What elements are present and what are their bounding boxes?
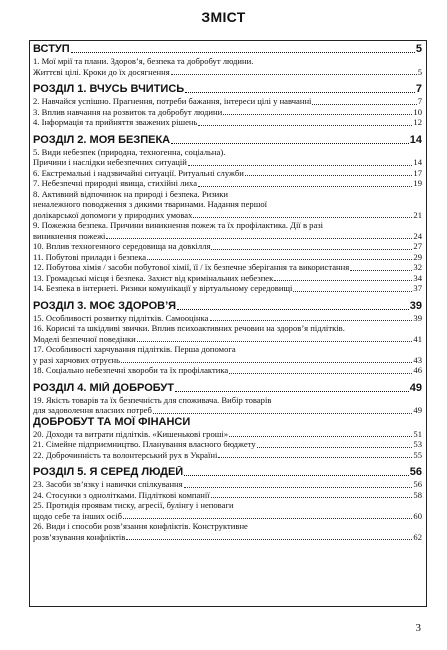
- toc-page-number: 7: [415, 83, 422, 95]
- dot-leader: [188, 165, 413, 166]
- dot-leader: [147, 259, 412, 260]
- dot-leader: [126, 539, 412, 540]
- toc-entry-title: РОЗДІЛ 4. МІЙ ДОБРОБУТ: [33, 381, 174, 394]
- toc-page-number: 55: [413, 449, 422, 460]
- toc-page-number: 46: [413, 365, 422, 375]
- dot-leader: [198, 186, 412, 187]
- toc-item: [33, 252, 422, 263]
- toc-item: [33, 313, 422, 324]
- toc-entry-title: розв’язування конфліктів: [33, 531, 126, 542]
- toc-page-number: 7: [417, 96, 422, 106]
- toc-entry-title: 6. Екстремальні і надзвичайні ситуації. Ритуальні служби: [33, 167, 244, 178]
- toc-entry-title: Життєві цілі. Кроки до їх досягнення: [33, 66, 170, 77]
- dot-leader: [211, 497, 413, 498]
- toc-page-number: 34: [413, 272, 422, 283]
- toc-page-number: 62: [413, 531, 422, 542]
- toc-entry-title: Моделі безпечної поведінки: [33, 333, 136, 344]
- toc-item: [33, 479, 422, 490]
- toc-page-number: 49: [409, 381, 422, 394]
- toc-entry-title: 14. Безпека в інтернеті. Ризики комунікації у віртуальному середовищі: [33, 283, 293, 293]
- dot-leader: [184, 487, 413, 488]
- toc-item: [33, 439, 422, 450]
- dot-leader: [153, 413, 413, 414]
- toc-item: [33, 178, 422, 189]
- dot-leader: [171, 74, 417, 75]
- toc-entry-title: РОЗДІЛ 2. МОЯ БЕЗПЕКА: [33, 133, 171, 146]
- toc-page-number: 56: [409, 466, 422, 478]
- toc-page-number: 17: [413, 167, 422, 178]
- toc-entry-title: РОЗДІЛ 5. Я СЕРЕД ЛЮДЕЙ: [33, 466, 184, 478]
- toc-item: [33, 56, 422, 77]
- toc-entry-title: ДОБРОБУТ ТА МОЇ ФІНАНСИ: [33, 415, 191, 428]
- toc-entry-title: 18. Соціально небезпечні хвороби та їх профілактика: [33, 365, 229, 375]
- toc-item: [33, 273, 422, 284]
- toc-item: [33, 490, 422, 501]
- toc-page-number: 53: [413, 439, 422, 449]
- toc-item: [33, 168, 422, 179]
- dot-leader: [184, 475, 409, 476]
- toc-page-number: 24: [413, 230, 422, 241]
- toc-page-number: 51: [413, 428, 422, 439]
- toc-item-text-line: 19. Якість товарів та їх безпечність для споживача. Вибір товарів: [33, 394, 272, 405]
- toc-page-number: 21: [413, 209, 422, 220]
- toc-page-number: 5: [417, 66, 422, 77]
- toc-entry-title: 7. Небезпечні природні явища, стихійні лиха: [33, 178, 198, 188]
- toc-entry-title: 12. Побутова хімія / засоби побутової хімії, її / їх безпечне зберігання та використання: [33, 262, 350, 272]
- toc-entry-title: 21. Сімейне підприємництво. Планування власного бюджету: [33, 439, 256, 449]
- toc-item: [33, 521, 422, 542]
- toc-page-number: 41: [413, 333, 422, 344]
- dot-leader: [198, 125, 412, 126]
- toc-entry-title: 11. Побутові прилади і безпека: [33, 251, 147, 262]
- dot-leader: [121, 362, 412, 363]
- dot-leader: [71, 52, 415, 53]
- toc-item: [33, 323, 422, 344]
- toc-entry-title: щодо себе та інших осіб: [33, 510, 122, 521]
- toc-item: [33, 429, 422, 440]
- toc-entry-title: 24. Стосунки з однолітками. Підліткові компанії: [33, 489, 210, 500]
- toc-page-number: 39: [409, 299, 422, 312]
- toc-entry-title: 23. Засоби зв’язку і навички спілкування: [33, 479, 183, 489]
- page-title: ЗМІСТ: [201, 9, 246, 25]
- toc-section: [33, 300, 422, 313]
- toc-item: [33, 262, 422, 273]
- toc-item-text-line: 25. Протидія проявам тиску, агресії, булінгу і неповаги: [33, 500, 234, 510]
- toc-section: [33, 382, 422, 395]
- dot-leader: [312, 104, 416, 105]
- dot-leader: [229, 436, 412, 437]
- toc-item-text-line: 17. Особливості харчування підлітків. Перша допомога: [33, 344, 236, 354]
- toc-page-number: 12: [413, 117, 422, 127]
- toc-entry-title: 2. Навчайся успішно. Прагнення, потреби бажання, інтереси цілі у навчанні: [33, 96, 312, 106]
- toc-entry-title: для задоволення власних потреб: [33, 405, 152, 415]
- toc-entry-title: у разі харчових отруєнь: [33, 354, 121, 365]
- toc-item-text-line: неналежного поводження з дикими тваринами. Надання першої: [33, 199, 267, 209]
- toc-entry-title: 22. Доброчинність та волонтерський рух в Україні: [33, 449, 218, 460]
- toc-heading: [33, 416, 422, 429]
- dot-leader: [177, 309, 409, 310]
- toc-item: [33, 241, 422, 252]
- dot-leader: [193, 217, 412, 218]
- toc-entry-title: 20. Доходи та витрати підлітків. «Кишенькові гроші»: [33, 428, 229, 439]
- toc-entry-title: Причини і наслідки небезпечних ситуацій: [33, 157, 187, 167]
- toc-item-text-line: 26. Види і способи розв’язання конфліктів. Конструктивне: [33, 521, 248, 531]
- toc-item: [33, 450, 422, 461]
- toc-page-number: 60: [413, 510, 422, 521]
- dot-leader: [257, 447, 413, 448]
- toc-section: [33, 134, 422, 147]
- toc-item: [33, 147, 422, 168]
- dot-leader: [175, 391, 409, 392]
- toc-page-number: 32: [413, 262, 422, 272]
- toc-item: [33, 220, 422, 241]
- toc-entry-title: 15. Особливості розвитку підлітків. Самооцінка: [33, 312, 209, 323]
- toc-page-number: 27: [413, 241, 422, 251]
- toc-item-text-line: 16. Корисні та шкідливі звички. Вплив психоактивних речовин на здоров’я підлітків.: [33, 323, 345, 333]
- dot-leader: [123, 518, 412, 519]
- toc-entry-title: 4. Інформація та прийняття зважених рішень: [33, 117, 198, 127]
- toc-item-text-line: 5. Види небезпек (природна, техногенна, соціальна).: [33, 146, 226, 157]
- dot-leader: [218, 457, 412, 458]
- dot-leader: [211, 249, 412, 250]
- toc-page-number: 29: [413, 251, 422, 262]
- table-of-contents: [33, 41, 422, 542]
- toc-page-number: 14: [409, 133, 422, 146]
- toc-page-number: 19: [413, 178, 422, 188]
- dot-leader: [274, 280, 412, 281]
- toc-page-number: 14: [413, 157, 422, 167]
- toc-entry-title: 13. Громадські місця і безпека. Захист від кримінальних небезпек: [33, 272, 274, 283]
- dot-leader: [293, 291, 412, 292]
- dot-leader: [223, 114, 412, 115]
- toc-page-number: 37: [413, 283, 422, 293]
- toc-entry-title: РОЗДІЛ 1. ВЧУСЬ ВЧИТИСЬ: [33, 83, 185, 95]
- toc-item-text-line: 1. Мої мрії та плани. Здоров’я, безпека та добробут людини.: [33, 56, 254, 66]
- toc-entry-title: 3. Вплив навчання на розвиток та добробут людини: [33, 106, 223, 117]
- toc-page-number: 56: [413, 479, 422, 489]
- toc-item: [33, 189, 422, 221]
- toc-section: [33, 43, 422, 56]
- toc-item: [33, 344, 422, 365]
- toc-page-number: 58: [413, 489, 422, 500]
- toc-page-number: 39: [413, 312, 422, 323]
- toc-item-text-line: 8. Активний відпочинок на природі і безпека. Ризики: [33, 188, 228, 199]
- toc-entry-title: виникнення пожежі: [33, 230, 106, 241]
- dot-leader: [350, 270, 412, 271]
- toc-page-number: 10: [413, 106, 422, 117]
- dot-leader: [171, 143, 409, 144]
- toc-section: [33, 83, 422, 96]
- page-number: 3: [415, 622, 421, 634]
- toc-item: [33, 500, 422, 521]
- toc-item: [33, 117, 422, 128]
- toc-entry-title: РОЗДІЛ 3. МОЄ ЗДОРОВ’Я: [33, 299, 177, 312]
- toc-item: [33, 96, 422, 107]
- dot-leader: [137, 341, 413, 342]
- toc-item: [33, 395, 422, 416]
- toc-item: [33, 365, 422, 376]
- toc-item: [33, 283, 422, 294]
- toc-item-text-line: 9. Пожежна безпека. Причини виникнення пожеж та їх профілактика. Дії в разі: [33, 220, 324, 230]
- toc-section: [33, 466, 422, 479]
- toc-page-number: 49: [413, 405, 422, 415]
- dot-leader: [185, 92, 415, 93]
- dot-leader: [210, 320, 413, 321]
- toc-entry-title: ВСТУП: [33, 43, 70, 55]
- toc-page-number: 43: [413, 354, 422, 365]
- dot-leader: [229, 373, 412, 374]
- dot-leader: [245, 175, 413, 176]
- toc-entry-title: долікарської допомоги у природних умовах: [33, 209, 193, 220]
- dot-leader: [106, 238, 412, 239]
- toc-page-number: 5: [415, 43, 422, 55]
- toc-entry-title: 10. Вплив техногенного середовища на довкілля: [33, 241, 211, 251]
- toc-item: [33, 107, 422, 118]
